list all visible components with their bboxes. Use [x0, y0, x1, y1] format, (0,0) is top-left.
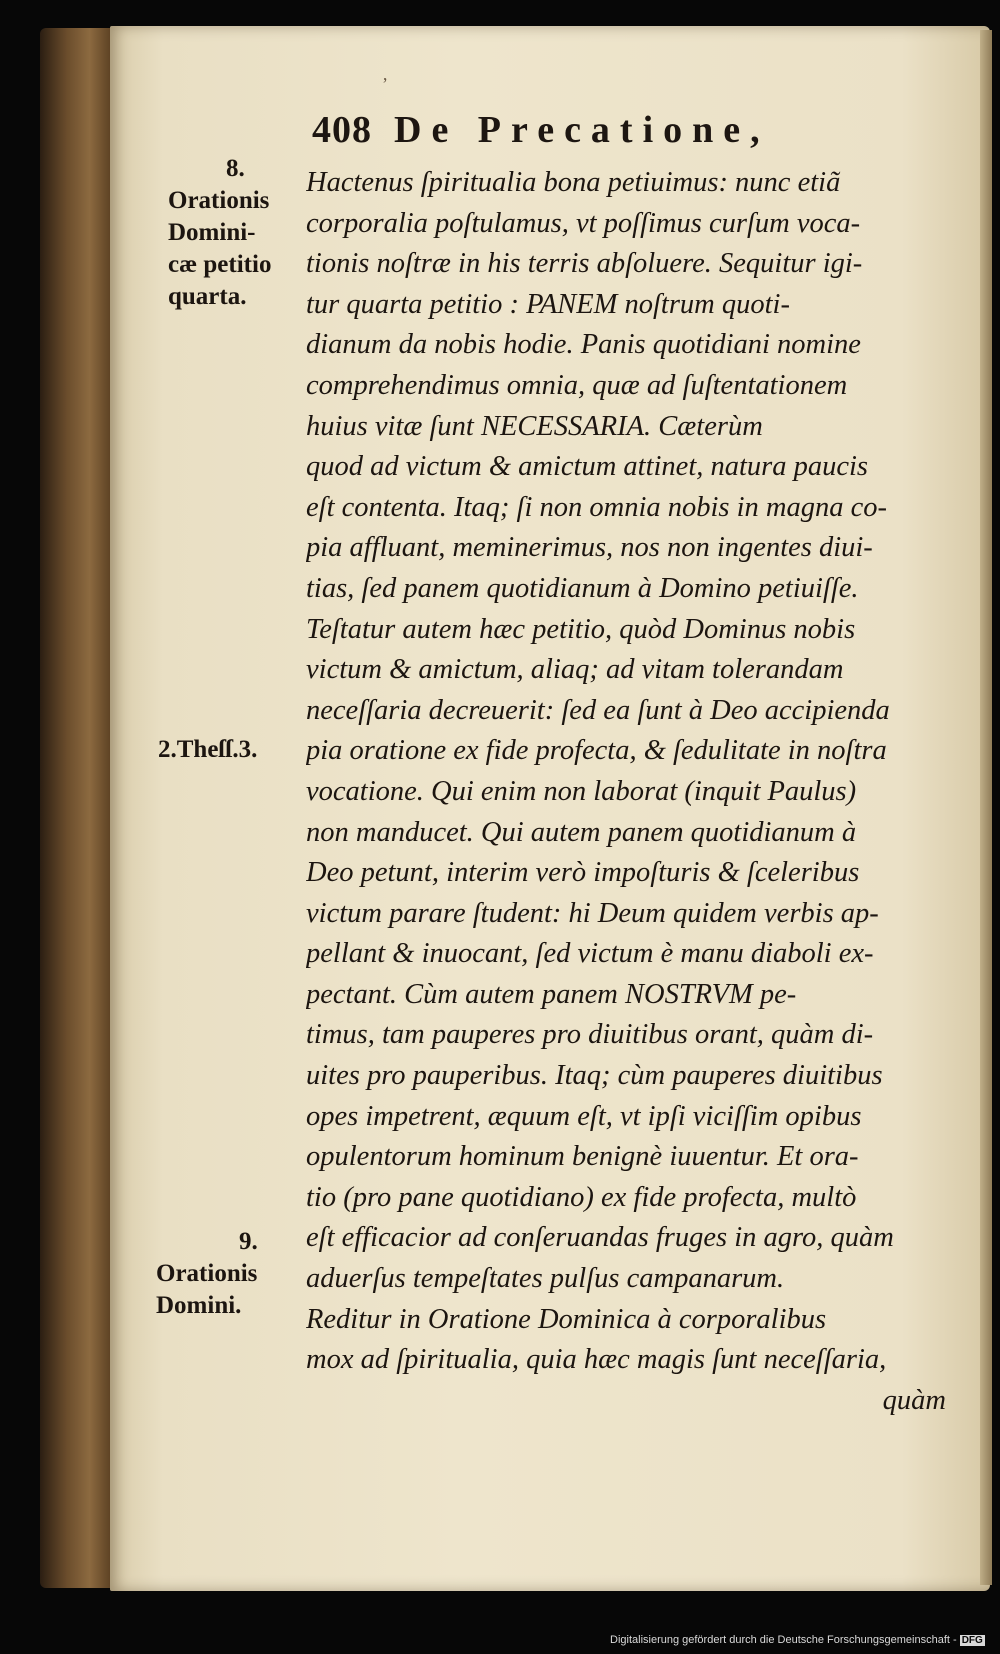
ink-mark: ʼ [382, 74, 388, 94]
text-line: non manducet. Qui autem panem quotidianum à [306, 816, 857, 848]
margin-note-line: Orationis [156, 1260, 258, 1287]
text-line: pia oratione ex fide profecta, & ſedulitate in noſtra [306, 735, 887, 767]
text-line: tio (pro pane quotidiano) ex fide profecta, multò [306, 1181, 857, 1213]
text-line: victum parare ſtudent: hi Deum quidem verbis ap- [306, 897, 879, 929]
margin-note-petitio-quarta [168, 153, 271, 313]
text-line: pectant. Cùm autem panem NOSTRVM pe- [306, 978, 797, 1010]
page-right-edge [980, 30, 992, 1585]
margin-note-line: Domini- [168, 219, 256, 246]
text-line: aduerſus tempeſtates pulſus campanarum. [306, 1263, 785, 1295]
text-line: dianum da nobis hodie. Panis quotidiani nomine [306, 329, 861, 361]
text-line: eſt contenta. Itaq; ſi non omnia nobis in magna co- [306, 491, 888, 523]
text-line: opes impetrent, æquum eſt, vt ipſi viciſſim opibus [306, 1100, 862, 1132]
margin-note-reference [158, 734, 257, 766]
text-line: Reditur in Oratione Dominica à corporalibus [306, 1303, 827, 1335]
dfg-logo: DFG [961, 1635, 983, 1646]
margin-note-number: 8. [226, 155, 245, 182]
margin-note-number: 9. [239, 1228, 258, 1255]
text-line: timus, tam pauperes pro diuitibus orant, quàm di- [306, 1019, 874, 1051]
text-line: corporalia poſtulamus, vt poſſimus curſum voca- [306, 207, 861, 239]
margin-note-oratio-dominica [156, 1226, 258, 1322]
text-line: Hactenus ſpiritualia bona petiuimus: nunc etiã [306, 167, 841, 198]
text-line: comprehendimus omnia, quæ ad ſuſtentationem [306, 369, 848, 401]
text-line: victum & amictum, aliaq; ad vitam tolerandam [306, 654, 844, 686]
margin-note-line: cæ petitio [168, 251, 272, 278]
margin-note-line: quarta. [168, 283, 247, 310]
text-line: pia affluant, meminerimus, nos non ingentes diui- [306, 532, 873, 564]
text-line: neceſſaria decreuerit: ſed ea ſunt à Deo accipienda [306, 694, 890, 726]
text-line: Teſtatur autem hæc petitio, quòd Dominus nobis [306, 613, 856, 645]
text-line: eſt efficacior ad conſeruandas fruges in agro, quàm [306, 1222, 894, 1254]
text-line: Deo petunt, interim verò impoſturis & ſceleribus [306, 857, 860, 889]
margin-note-line: Orationis [168, 187, 270, 214]
credit-text: Digitalisierung gefördert durch die Deutsche Forschungsgemeinschaft - [610, 1634, 957, 1646]
text-line: mox ad ſpiritualia, quia hæc magis ſunt neceſſaria, [306, 1344, 887, 1376]
text-line: huius vitæ ſunt NECESSARIA. Cæterùm [306, 410, 763, 442]
text-line: uites pro pauperibus. Itaq; cùm pauperes diuitibus [306, 1060, 883, 1092]
text-line: tionis noſtræ in his terris abſoluere. Sequitur igi- [306, 248, 863, 280]
text-line: tias, ſed panem quotidianum à Domino petiuiſſe. [306, 572, 859, 604]
margin-note-line: 2.Theſſ.3. [158, 736, 258, 763]
running-title: De Precatione, [394, 109, 770, 151]
text-line: tur quarta petitio : PANEM noſtrum quoti- [306, 288, 790, 320]
text-line: opulentorum hominum benignè iuuentur. Et ora- [306, 1141, 859, 1173]
page-number: 408 [312, 109, 372, 151]
text-line: quod ad victum & amictum attinet, natura paucis [306, 451, 869, 483]
digitization-credit [610, 1634, 985, 1646]
margin-note-line: Domini. [156, 1292, 242, 1319]
catchword: quàm [882, 1384, 946, 1416]
text-line: vocatione. Qui enim non laborat (inquit Paulus) [306, 775, 857, 807]
main-text-block [306, 163, 946, 1421]
text-line: pellant & inuocant, ſed victum è manu diaboli ex- [306, 938, 874, 970]
running-header [312, 108, 770, 152]
